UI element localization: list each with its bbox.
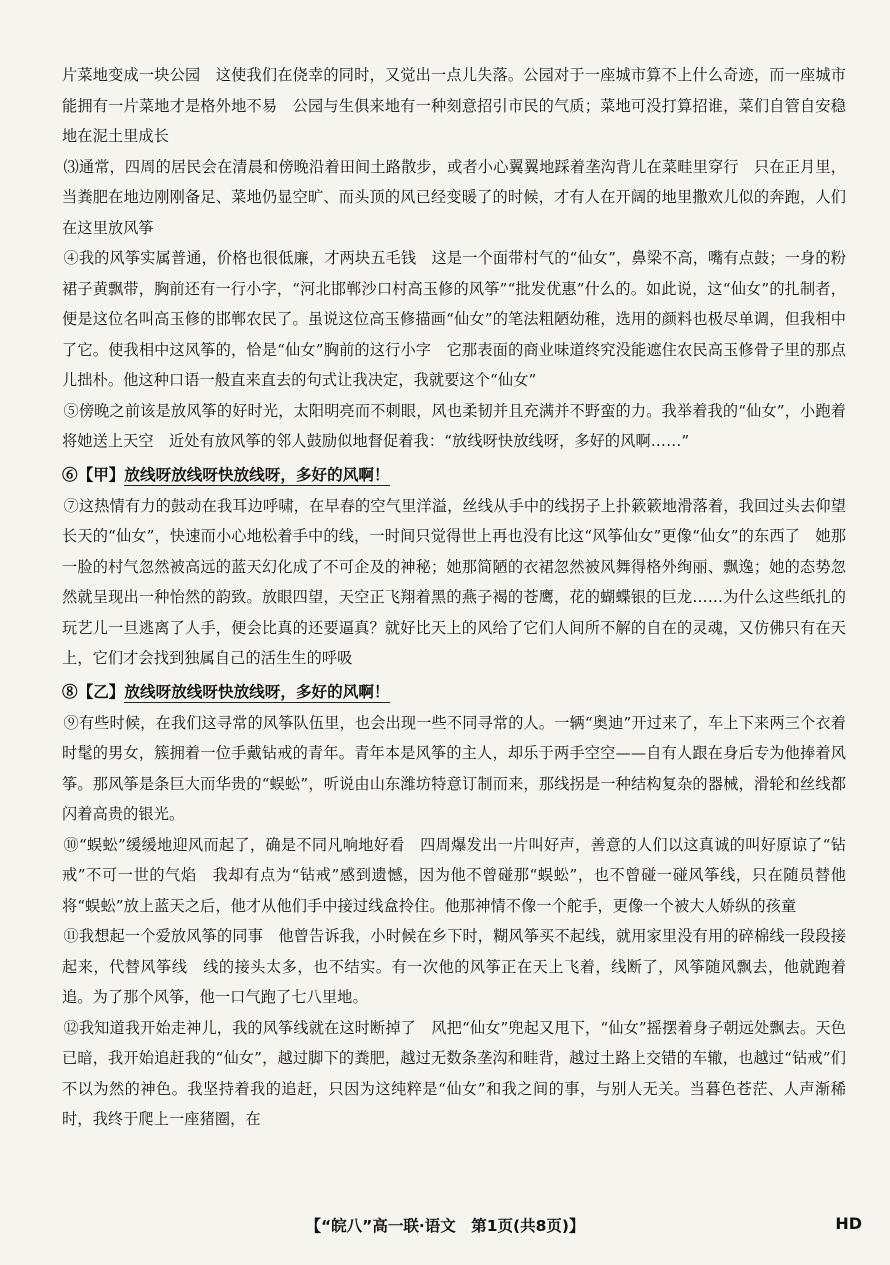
footer-tag: HD xyxy=(835,1214,862,1233)
quote-jia-marker: 【甲】 xyxy=(77,464,125,484)
paragraph-7: ⑦这热情有力的鼓动在我耳边呼啸，在早春的空气里洋溢，丝线从手中的线拐子上扑簌簌地滑落着，我回过头去仰望长天的“仙女”，快速而小心地松着手中的线，一时间只觉得世上再也没有比这“风筝仙女”更像“仙女”的东西了 她那一脸的村气忽然被高远的蓝天幻化成了不可企及的神秘；她那简陋的衣裙忽然被风舞得格外绚丽、飘逸；她的态势忽然就呈现出一种怡然的韵致。放眼四望，天空正飞翔着黑的燕子褐的苍鹰，花的蝴蝶银的巨龙……为什么这些纸扎的玩艺儿一旦逃离了人手，便会比真的还要逼真？就好比天上的风给了它们人间所不解的自在的灵魂，又仿佛只有在天上，它们才会找到独属自己的活生生的呼吸 xyxy=(62,496,846,667)
quote-jia-text: 放线呀放线呀快放线呀，多好的风啊！ xyxy=(124,464,390,484)
footer-exam-info: 【“皖八”高一联·语文 第1页(共8页)】 xyxy=(305,1217,585,1235)
paragraph-4: ④我的风筝实属普通，价格也很低廉，才两块五毛钱 这是一个面带村气的“仙女”，鼻梁不高，嘴有点鼓；一身的粉裙子黄飘带，胸前还有一行小字，“河北邯郸沙口村高玉修的风筝”“批发优惠”什么的。如此说，这“仙女”的扎制者，便是这位名叫高玉修的邯郸农民了。虽说这位高玉修描画“仙女”的笔法粗陋幼稚，选用的颜料也极尽单调，但我相中了它。使我相中这风筝的，恰是“仙女”胸前的这行小字 它那表面的商业味道终究没能遮住农民高玉修骨子里的那点儿拙朴。他这种口语一般直来直去的句式让我决定，我就要这个“仙女” xyxy=(62,249,846,389)
paragraph-continued: 片菜地变成一块公园 这使我们在侥幸的同时，又觉出一点儿失落。公园对于一座城市算不上什么奇迹，而一座城市能拥有一片菜地才是格外地不易 公园与生俱来地有一种刻意招引市民的气质；菜地可没打算招谁，菜们自管自安稳地在泥土里成长 xyxy=(62,66,846,145)
quote-yi-number: ⑧ xyxy=(62,681,78,701)
page-footer xyxy=(0,1210,890,1240)
quote-yi-text: 放线呀放线呀快放线呀，多好的风啊！ xyxy=(124,681,390,701)
paragraph-5: ⑤傍晚之前该是放风筝的好时光，太阳明亮而不刺眼，风也柔韧并且充满并不野蛮的力。我举着我的“仙女”，小跑着将她送上天空 近处有放风筝的邻人鼓励似地督促着我：“放线呀快放线呀，多好的风啊……” xyxy=(62,401,846,450)
paragraph-12: ⑫我知道我开始走神儿，我的风筝线就在这时断掉了 风把“仙女”兜起又甩下，“仙女”摇摆着身子朝远处飘去。天色已暗，我开始追赶我的“仙女”，越过脚下的粪肥，越过无数条垄沟和畦背，越过土路上交错的车辙，也越过“钻戒”们不以为然的神色。我坚持着我的追赶，只因为这纯粹是“仙女”和我之间的事，与别人无关。当暮色苍茫、人声渐稀时，我终于爬上一座猪圈，在 xyxy=(62,1018,846,1128)
quote-jia xyxy=(62,459,846,490)
paragraph-3: ⑶通常，四周的居民会在清晨和傍晚沿着田间土路散步，或者小心翼翼地踩着垄沟背儿在菜畦里穿行 只在正月里，当粪肥在地边刚刚备足、菜地仍显空旷、而头顶的风已经变暖了的时候，才有人在开阔的地里撒欢儿似的奔跑，人们在这里放风筝 xyxy=(62,157,846,237)
paragraph-11: ⑪我想起一个爱放风筝的同事 他曾告诉我，小时候在乡下时，糊风筝买不起线，就用家里没有用的碎棉线一段段接起来，代替风筝线 线的接头太多，也不结实。有一次他的风筝正在天上飞着，线断了，风筝随风飘去，他就跑着追。为了那个风筝，他一口气跑了七八里地。 xyxy=(62,927,846,1006)
quote-jia-number: ⑥ xyxy=(62,464,78,484)
quote-yi xyxy=(62,676,846,707)
quote-yi-marker: 【乙】 xyxy=(77,681,125,701)
paragraph-9: ⑨有些时候，在我们这寻常的风筝队伍里，也会出现一些不同寻常的人。一辆“奥迪”开过来了，车上下来两三个衣着时髦的男女，簇拥着一位手戴钻戒的青年。青年本是风筝的主人，却乐于两手空空——自有人跟在身后专为他捧着风筝。那风筝是条巨大而华贵的“蜈蚣”，听说由山东潍坊特意订制而来，那线拐是一种结构复杂的器械，滑轮和丝线都闪着高贵的银光。 xyxy=(62,713,846,823)
paragraph-10: ⑩“蜈蚣”缓缓地迎风而起了，确是不同凡响地好看 四周爆发出一片叫好声，善意的人们以这真诚的叫好原谅了“钻戒”不可一世的气焰 我却有点为“钻戒”感到遗憾，因为他不曾碰那“蜈蚣”，也不曾碰一碰风筝线，只在随员替他将“蜈蚣”放上蓝天之后，他才从他们手中接过线盒拎住。他那神情不像一个舵手，更像一个被大人娇纵的孩童 xyxy=(62,835,846,915)
